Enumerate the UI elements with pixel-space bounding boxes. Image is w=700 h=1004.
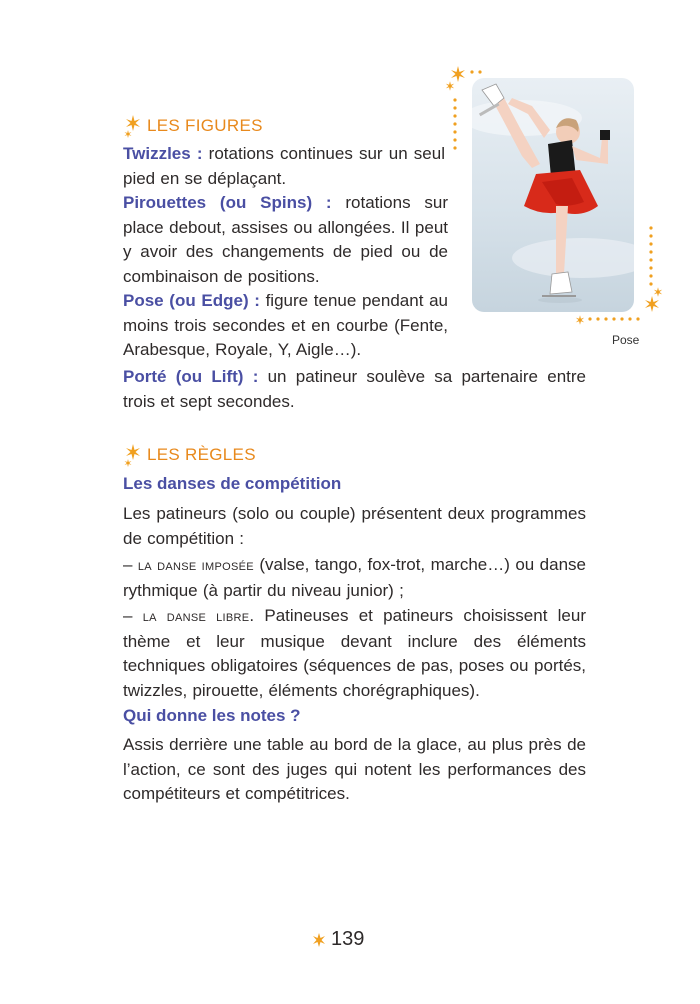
pirouettes-term: Pirouettes (ou Spins) : <box>123 193 332 212</box>
skater-photo <box>472 78 634 312</box>
porte-text: un patineur soulève sa partenaire entre trois et sept secondes. <box>123 367 586 411</box>
page-footer <box>311 928 364 951</box>
regles-heading <box>123 442 256 468</box>
snowflake-icon <box>123 113 145 139</box>
danses-intro: Les patineurs (solo ou couple) présentent deux programmes de compétition : <box>123 504 586 548</box>
pose-definition <box>123 289 448 363</box>
snowflake-icon <box>123 442 145 468</box>
twizzles-text: rotations continues sur un seul pied en se déplaçant. <box>123 144 445 188</box>
snowflake-icon <box>446 81 454 91</box>
snowflake-icon <box>451 66 465 82</box>
danse-libre-item <box>123 604 586 703</box>
notes-subtitle: Qui donne les notes ? <box>123 706 301 725</box>
figures-title: LES FIGURES <box>147 116 263 135</box>
pirouettes-definition <box>123 191 448 289</box>
item1-dash: – <box>123 555 138 574</box>
snowflake-icon <box>645 296 659 312</box>
porte-term: Porté (ou Lift) : <box>123 367 259 386</box>
figures-heading <box>123 113 263 139</box>
page-number: 139 <box>331 928 365 950</box>
danse-libre-label: la danse libre <box>142 608 250 625</box>
twizzles-definition <box>123 142 445 191</box>
danse-imposee-label: la danse imposée <box>137 557 254 574</box>
pose-term: Pose (ou Edge) : <box>123 291 260 310</box>
twizzles-term: Twizzles : <box>123 144 203 163</box>
porte-definition <box>123 365 586 414</box>
pirouettes-text: rotations sur place debout, assises ou allongées. Il peut y avoir des changements de pied ou de combinaison de positions. <box>123 193 448 286</box>
pose-text: figure tenue pendant au moins trois secondes et en courbe (Fente, Arabesque, Royale, Y, Aigle…). <box>123 291 448 359</box>
danse-imposee-item <box>123 553 586 603</box>
notes-paragraph: Assis derrière une table au bord de la glace, au plus près de l’action, ce sont des juges qui notent les performances des compétiteurs et compétitrices. <box>123 735 586 803</box>
snowflake-icon <box>654 287 662 297</box>
asterisk-icon <box>311 932 327 948</box>
snowflake-icon <box>576 315 584 325</box>
danse-libre-text: . Patineuses et patineurs choisissent leur thème et leur musique devant inclure des éléments techniques obligatoires (séquences de pas, poses ou portés, twizzles, pirouette, éléments chorégraphiques). <box>123 606 586 700</box>
regles-title: LES RÈGLES <box>147 445 256 464</box>
danses-subtitle: Les danses de compétition <box>123 474 342 493</box>
photo-caption: Pose <box>612 333 640 347</box>
danse-imposee-text: (valse, tango, fox-trot, marche…) ou danse rythmique (à partir du niveau junior) ; <box>123 555 586 600</box>
item2-dash: – <box>123 606 143 625</box>
